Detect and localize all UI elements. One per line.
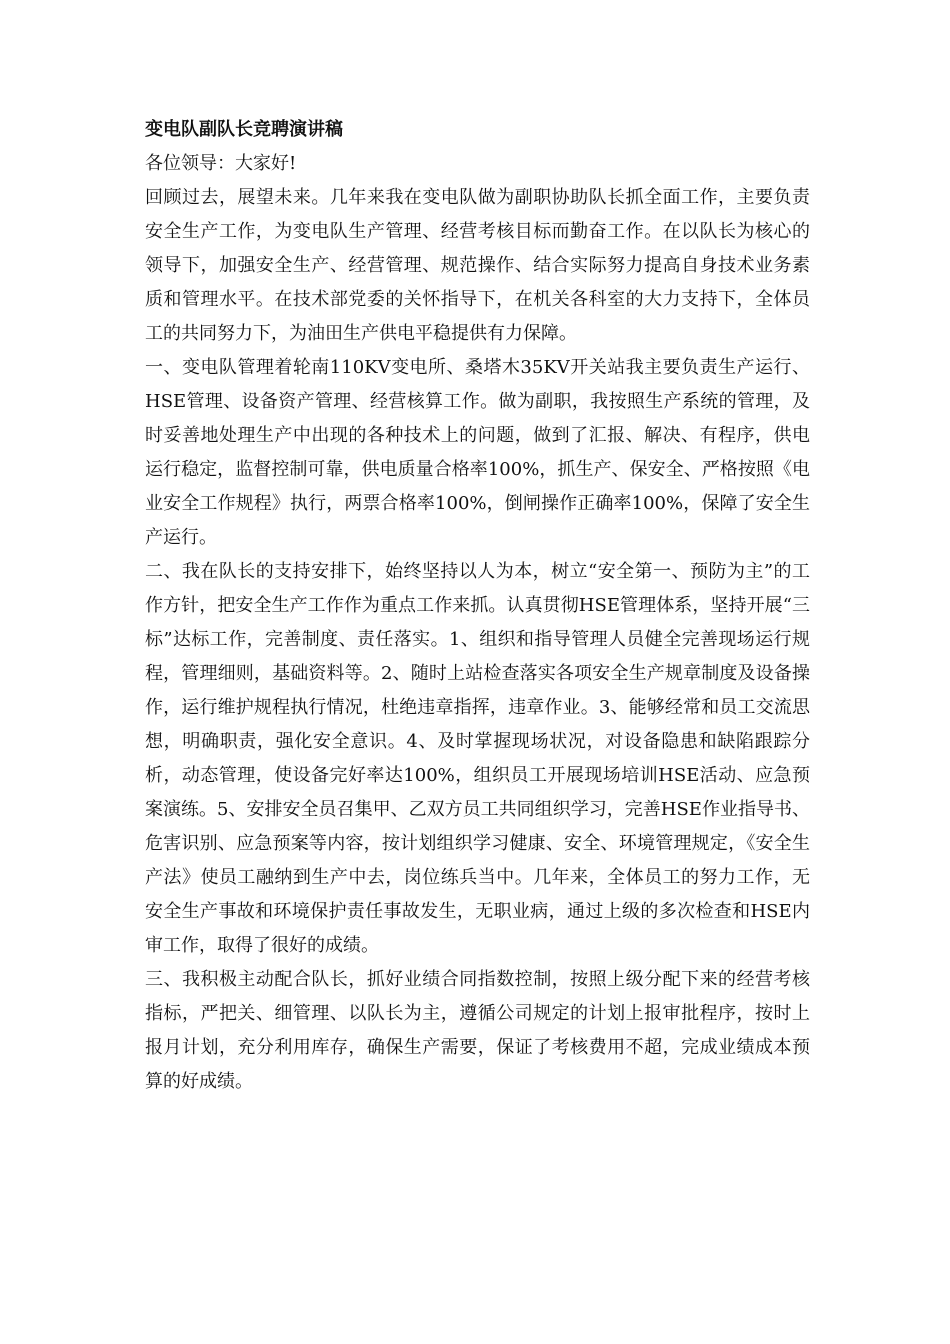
- document-body: [145, 113, 810, 1099]
- intro-paragraph: 回顾过去，展望未来。几年来我在变电队做为副职协助队长抓全面工作，主要负责安全生产工作，为变电队生产管理、经营考核目标而勤奋工作。在以队长为核心的领导下，加强安全生产、经营管理、规范操作、结合实际努力提高自身技术业务素质和管理水平。在技术部党委的关怀指导下，在机关各科室的大力支持下，全体员工的共同努力下，为油田生产供电平稳提供有力保障。: [145, 187, 810, 344]
- section-three-paragraph: 三、我积极主动配合队长，抓好业绩合同指数控制，按照上级分配下来的经营考核指标，严把关、细管理、以队长为主，遵循公司规定的计划上报审批程序，按时上报月计划，充分利用库存，确保生产需要，保证了考核费用不超，完成业绩成本预算的好成绩。: [145, 969, 810, 1092]
- document-title: 变电队副队长竞聘演讲稿: [145, 119, 343, 140]
- section-one-paragraph: 一、变电队管理着轮南110KV变电所、桑塔木35KV开关站我主要负责生产运行、HSE管理、设备资产管理、经营核算工作。做为副职，我按照生产系统的管理，及时妥善地处理生产中出现的各种技术上的问题，做到了汇报、解决、有程序，供电运行稳定，监督控制可靠，供电质量合格率100%，抓生产、保安全、严格按照《电业安全工作规程》执行，两票合格率100%，倒闸操作正确率100%，保障了安全生产运行。: [145, 357, 810, 548]
- section-two-paragraph: 二、我在队长的支持安排下，始终坚持以人为本，树立“安全第一、预防为主”的工作方针，把安全生产工作作为重点工作来抓。认真贯彻HSE管理体系，坚持开展“三标”达标工作，完善制度、责任落实。1、组织和指导管理人员健全完善现场运行规程，管理细则，基础资料等。2、随时上站检查落实各项安全生产规章制度及设备操作，运行维护规程执行情况，杜绝违章指挥，违章作业。3、能够经常和员工交流思想，明确职责，强化安全意识。4、及时掌握现场状况，对设备隐患和缺陷跟踪分析，动态管理，使设备完好率达100%，组织员工开展现场培训HSE活动、应急预案演练。5、安排安全员召集甲、乙双方员工共同组织学习，完善HSE作业指导书、危害识别、应急预案等内容，按计划组织学习健康、安全、环境管理规定，《安全生产法》使员工融纳到生产中去，岗位练兵当中。几年来，全体员工的努力工作，无安全生产事故和环境保护责任事故发生，无职业病，通过上级的多次检查和HSE内审工作，取得了很好的成绩。: [145, 561, 810, 956]
- greeting-paragraph: 各位领导：大家好!: [145, 153, 297, 174]
